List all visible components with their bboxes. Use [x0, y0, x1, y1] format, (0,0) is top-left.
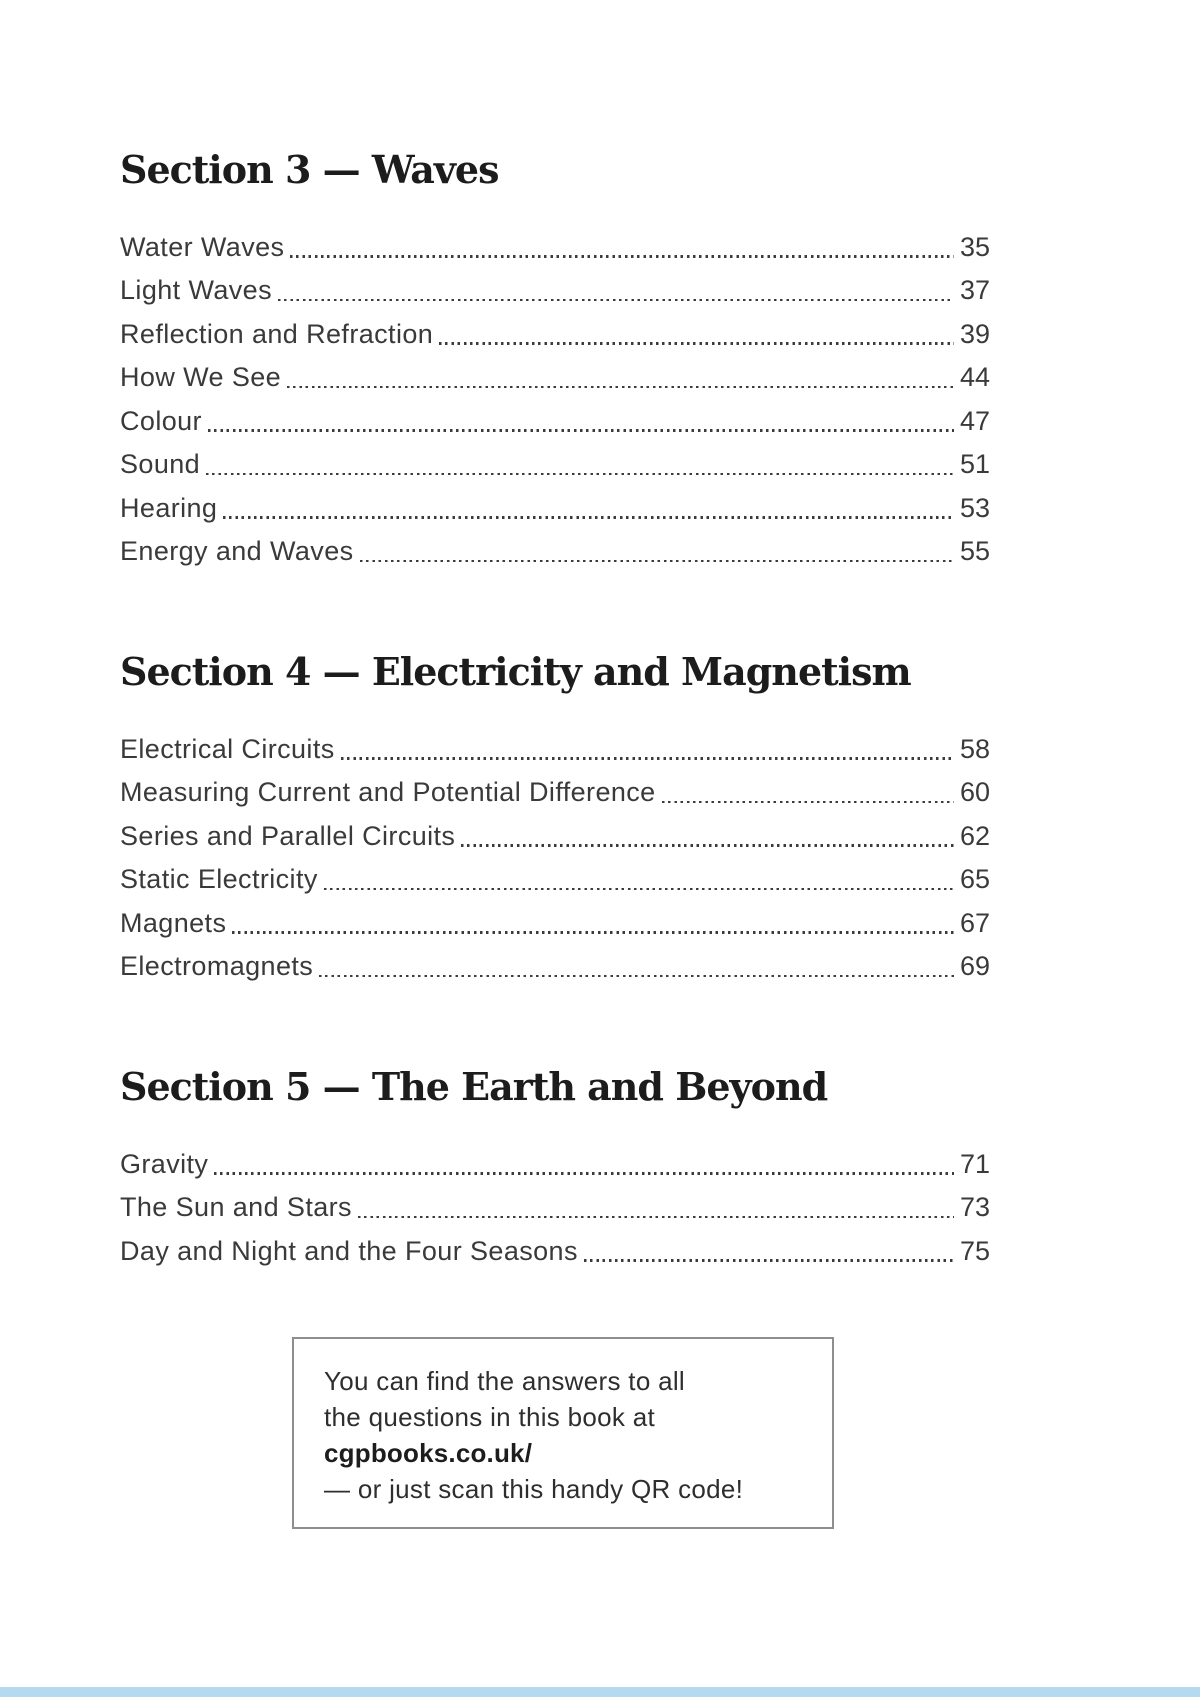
toc-entry-title: Gravity — [120, 1148, 209, 1179]
toc-entry-title: Energy and Waves — [120, 536, 354, 567]
toc-entry-page: 55 — [959, 536, 990, 567]
toc-entry — [120, 319, 990, 363]
toc-section — [120, 147, 990, 580]
toc-section — [120, 1063, 990, 1279]
dotted-leader — [436, 342, 957, 343]
dotted-leader — [355, 1215, 957, 1216]
toc-sections — [120, 147, 990, 1279]
toc-entry-page: 69 — [959, 951, 990, 982]
section-heading: Section 4 — Electricity and Magnetism — [120, 648, 911, 694]
toc-entry-page: 44 — [959, 362, 990, 393]
toc-entry — [120, 821, 990, 865]
dotted-leader — [338, 757, 957, 758]
answers-box-line-1: You can find the answers to all — [324, 1366, 686, 1397]
toc-entry-title: Static Electricity — [120, 864, 318, 895]
answers-info-box — [292, 1337, 834, 1529]
dotted-leader — [287, 255, 957, 256]
answers-box-url: cgpbooks.co.uk/ — [324, 1438, 533, 1469]
toc-entry — [120, 493, 990, 537]
toc-entry-title: Electromagnets — [120, 951, 314, 982]
toc-list — [120, 1149, 990, 1280]
toc-entry-title: Magnets — [120, 907, 227, 938]
toc-entry-page: 71 — [959, 1148, 990, 1179]
toc-entry-title: The Sun and Stars — [120, 1192, 352, 1223]
toc-entry — [120, 1236, 990, 1280]
toc-entry-title: Day and Night and the Four Seasons — [120, 1235, 578, 1266]
toc-entry — [120, 406, 990, 450]
toc-entry-page: 51 — [959, 449, 990, 480]
dotted-leader — [357, 559, 957, 560]
toc-entry-page: 73 — [959, 1192, 990, 1223]
toc-entry-page: 75 — [959, 1235, 990, 1266]
toc-entry — [120, 777, 990, 821]
toc-section — [120, 648, 990, 995]
dotted-leader — [220, 516, 957, 517]
dotted-leader — [203, 472, 957, 473]
toc-entry-title: Series and Parallel Circuits — [120, 820, 456, 851]
toc-entry — [120, 1192, 990, 1236]
page-bottom-strip — [0, 1687, 1200, 1697]
dotted-leader — [321, 887, 957, 888]
toc-entry — [120, 951, 990, 995]
toc-entry — [120, 536, 990, 580]
toc-entry-title: Electrical Circuits — [120, 733, 335, 764]
dotted-leader — [316, 974, 957, 975]
toc-entry-title: Light Waves — [120, 275, 272, 306]
dotted-leader — [229, 931, 957, 932]
toc-entry-page: 35 — [959, 231, 990, 262]
dotted-leader — [659, 800, 957, 801]
toc-entry-title: Reflection and Refraction — [120, 318, 434, 349]
toc-entry — [120, 734, 990, 778]
toc-entry — [120, 864, 990, 908]
dotted-leader — [205, 429, 957, 430]
toc-list — [120, 232, 990, 580]
toc-entry-page: 39 — [959, 318, 990, 349]
toc-entry-page: 62 — [959, 820, 990, 851]
toc-entry-title: Water Waves — [120, 231, 285, 262]
dotted-leader — [275, 298, 957, 299]
toc-entry-page: 53 — [959, 492, 990, 523]
dotted-leader — [284, 385, 957, 386]
dotted-leader — [581, 1259, 957, 1260]
toc-entry — [120, 232, 990, 276]
toc-list — [120, 734, 990, 995]
toc-entry-page: 47 — [959, 405, 990, 436]
toc-entry-title: Sound — [120, 449, 201, 480]
toc-entry-page: 37 — [959, 275, 990, 306]
toc-entry-title: Measuring Current and Potential Difference — [120, 777, 656, 808]
toc-entry-page: 58 — [959, 733, 990, 764]
toc-entry-page: 65 — [959, 864, 990, 895]
toc-entry — [120, 275, 990, 319]
dotted-leader — [211, 1172, 957, 1173]
toc-entry — [120, 362, 990, 406]
toc-entry-title: Hearing — [120, 492, 218, 523]
toc-entry-title: Colour — [120, 405, 202, 436]
toc-entry — [120, 1149, 990, 1193]
answers-box-line-3: — or just scan this handy QR code! — [324, 1474, 744, 1505]
dotted-leader — [458, 844, 957, 845]
toc-entry — [120, 449, 990, 493]
section-heading: Section 3 — Waves — [120, 147, 499, 192]
answers-box-line-2: the questions in this book at — [324, 1402, 656, 1433]
toc-entry-page: 67 — [959, 907, 990, 938]
toc-entry — [120, 908, 990, 952]
toc-entry-page: 60 — [959, 777, 990, 808]
toc-entry-title: How We See — [120, 362, 282, 393]
section-heading: Section 5 — The Earth and Beyond — [120, 1063, 828, 1109]
